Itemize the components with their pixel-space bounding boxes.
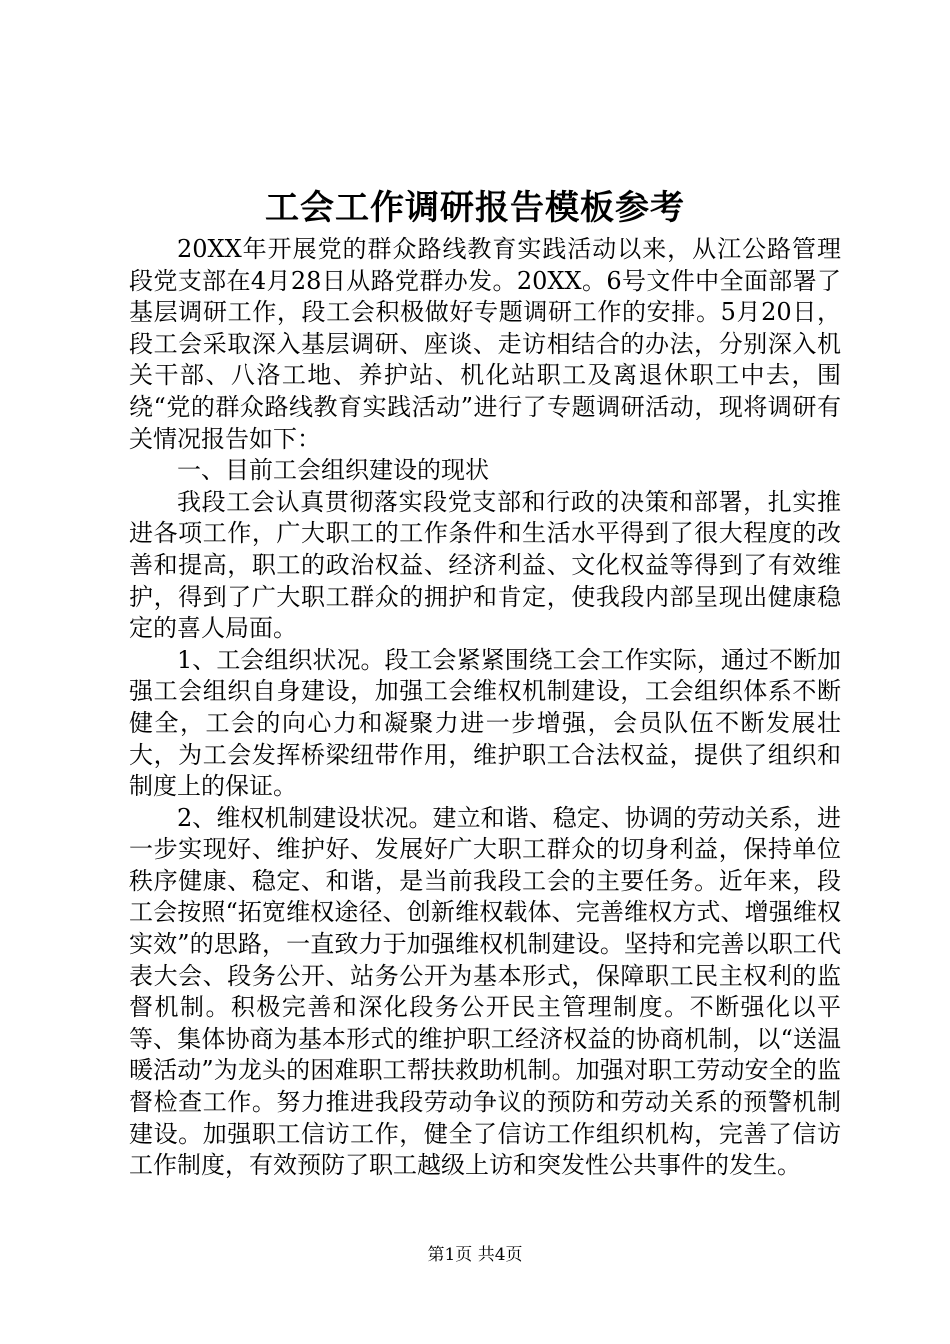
section-heading-1: 一、目前工会组织建设的现状 xyxy=(177,456,489,485)
page-number-footer: 第1页 共4页 xyxy=(427,1245,523,1265)
paragraph-item-1: 1、工会组织状况。段工会紧紧围绕工会工作实际，通过不断加强工会组织自身建设，加强工会维权机制建设，工会组织体系不断健全，工会的向心力和凝聚力进一步增强，会员队伍不断发展壮大，为工会发挥桥梁纽带作用，维护职工合法权益，提供了组织和制度上的保证。 xyxy=(129,645,841,801)
document-title: 工会工作调研报告模板参考 xyxy=(265,188,685,228)
document-body xyxy=(129,234,841,1182)
paragraph-intro: 20XX年开展党的群众路线教育实践活动以来，从江公路管理段党支部在4月28日从路党群办发。20XX。6号文件中全面部署了基层调研工作，段工会积极做好专题调研工作的安排。5月20日，段工会采取深入基层调研、座谈、走访相结合的办法，分别深入机关干部、八洛工地、养护站、机化站职工及离退休职工中去，围绕“党的群众路线教育实践活动”进行了专题调研活动，现将调研有关情况报告如下： xyxy=(129,235,841,453)
paragraph-item-2: 2、维权机制建设状况。建立和谐、稳定、协调的劳动关系，进一步实现好、维护好、发展好广大职工群众的切身利益，保持单位秩序健康、稳定、和谐，是当前我段工会的主要任务。近年来，段工会按照“拓宽维权途径、创新维权载体、完善维权方式、增强维权实效”的思路，一直致力于加强维权机制建设。坚持和完善以职工代表大会、段务公开、站务公开为基本形式，保障职工民主权利的监督机制。积极完善和深化段务公开民主管理制度。不断强化以平等、集体协商为基本形式的维护职工经济权益的协商机制，以“送温暖活动”为龙头的困难职工帮扶救助机制。加强对职工劳动安全的监督检查工作。努力推进我段劳动争议的预防和劳动关系的预警机制建设。加强职工信访工作，健全了信访工作组织机构，完善了信访工作制度，有效预防了职工越级上访和突发性公共事件的发生。 xyxy=(129,803,841,1180)
paragraph-overview: 我段工会认真贯彻落实段党支部和行政的决策和部署，扎实推进各项工作，广大职工的工作条件和生活水平得到了很大程度的改善和提高，职工的政治权益、经济利益、文化权益等得到了有效维护，得到了广大职工群众的拥护和肯定，使我段内部呈现出健康稳定的喜人局面。 xyxy=(129,487,841,643)
